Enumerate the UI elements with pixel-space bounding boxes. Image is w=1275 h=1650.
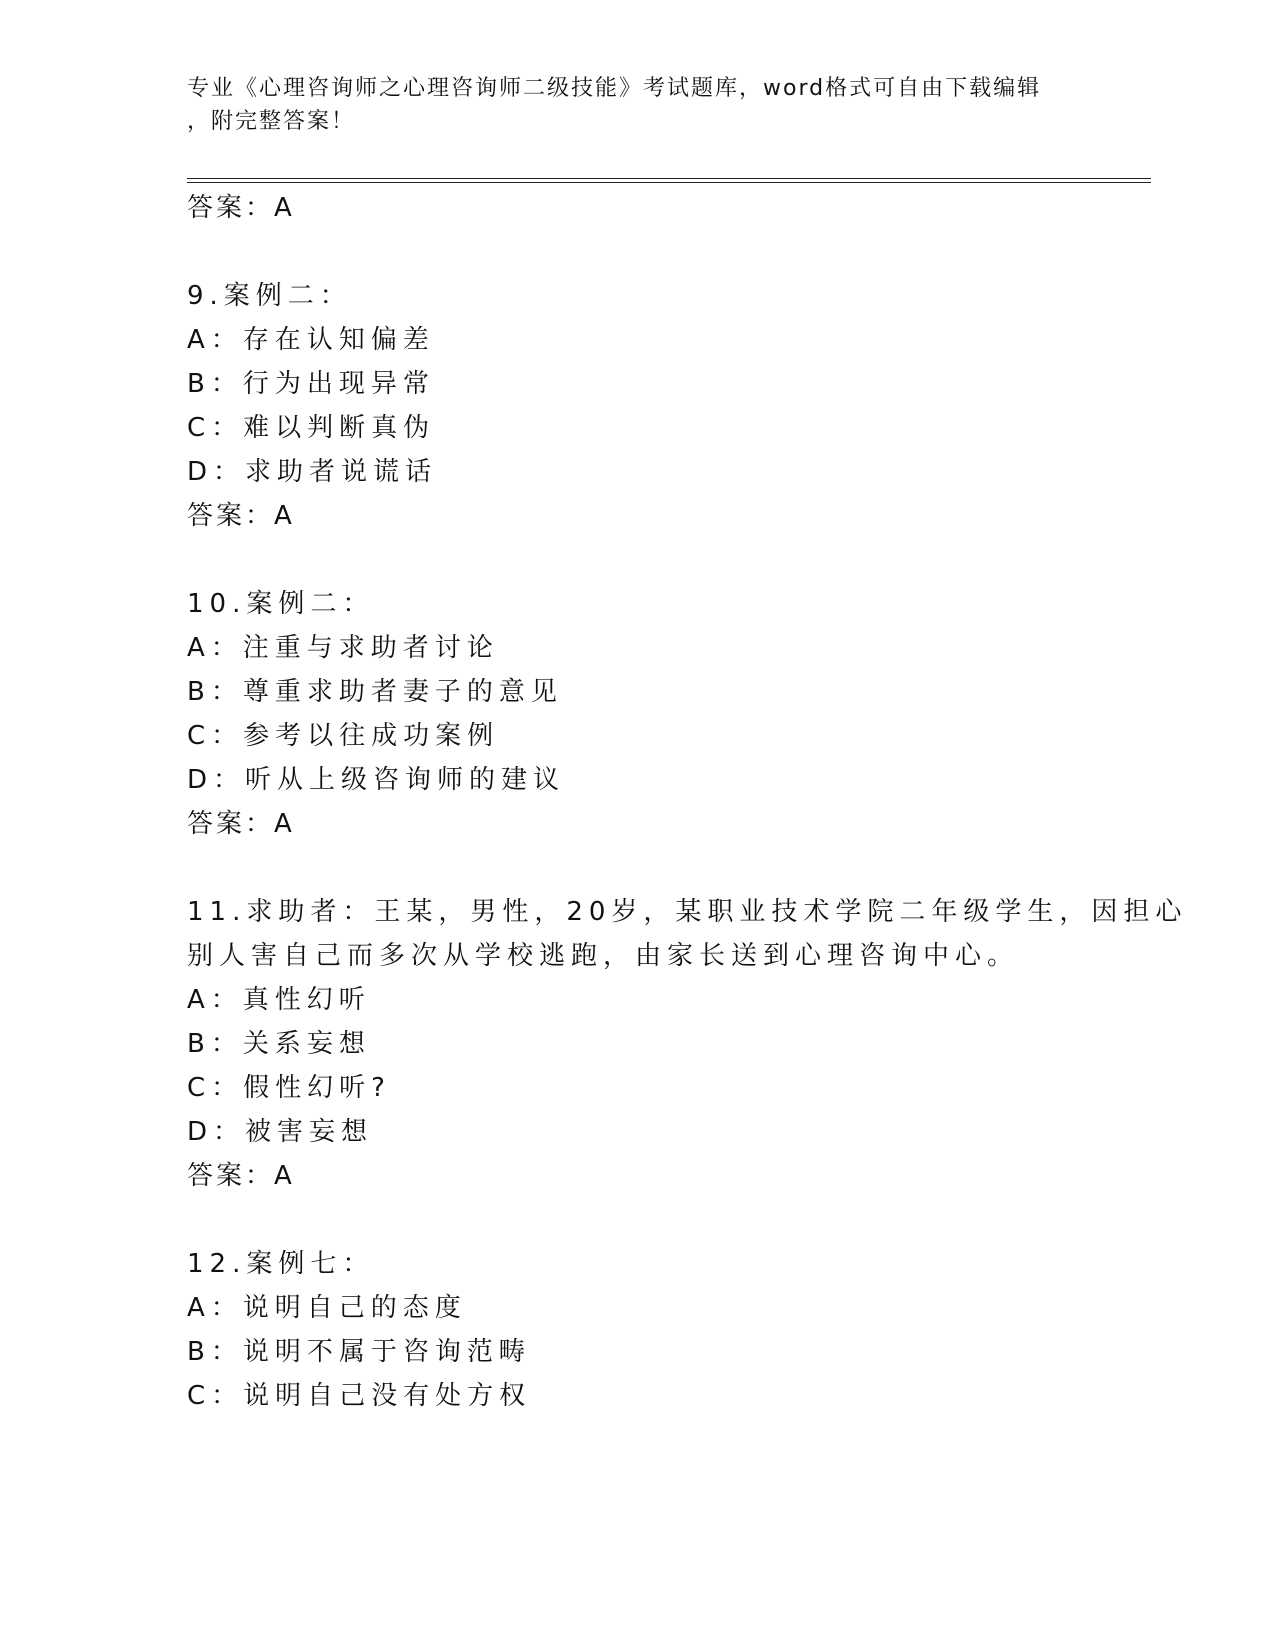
- header-divider-bottom: [187, 182, 1151, 183]
- option-a: A：说明自己的态度: [187, 1293, 467, 1323]
- question-stem: 10.案例二：: [187, 589, 375, 619]
- document-header: [187, 72, 1087, 138]
- header-divider-top: [187, 178, 1151, 179]
- option-c: C：说明自己没有处方权: [187, 1381, 532, 1411]
- header-line-2: ，附完整答案！: [187, 109, 356, 134]
- option-b: B：行为出现异常: [187, 369, 435, 399]
- option-a: A：存在认知偏差: [187, 325, 435, 355]
- question-stem-line-2: 别人害自己而多次从学校逃跑，由家长送到心理咨询中心。: [187, 941, 1020, 971]
- option-c: C：难以判断真伪: [187, 413, 436, 443]
- option-d: D：被害妄想: [187, 1117, 374, 1147]
- answer-label: 答案：A: [187, 809, 295, 839]
- option-c: C：参考以往成功案例: [187, 721, 500, 751]
- option-b: B：说明不属于咨询范畴: [187, 1337, 531, 1367]
- option-d: D：听从上级咨询师的建议: [187, 765, 566, 795]
- answer-label: 答案：A: [187, 501, 295, 531]
- option-a: A：真性幻听: [187, 985, 371, 1015]
- option-b: B：关系妄想: [187, 1029, 371, 1059]
- header-line-1: 专业《心理咨询师之心理咨询师二级技能》考试题库，word格式可自由下载编辑: [187, 76, 1042, 101]
- question-stem: 9.案例二：: [187, 281, 352, 311]
- option-b: B：尊重求助者妻子的意见: [187, 677, 563, 707]
- question-stem: 12.案例七：: [187, 1249, 375, 1279]
- answer-label: 答案：A: [187, 1161, 295, 1191]
- answer-label: 答案：A: [187, 193, 295, 223]
- option-d: D：求助者说谎话: [187, 457, 438, 487]
- option-a: A：注重与求助者讨论: [187, 633, 499, 663]
- question-stem-line-1: 11.求助者：王某，男性，20岁，某职业技术学院二年级学生，因担心: [187, 897, 1188, 927]
- option-c: C：假性幻听?: [187, 1073, 391, 1103]
